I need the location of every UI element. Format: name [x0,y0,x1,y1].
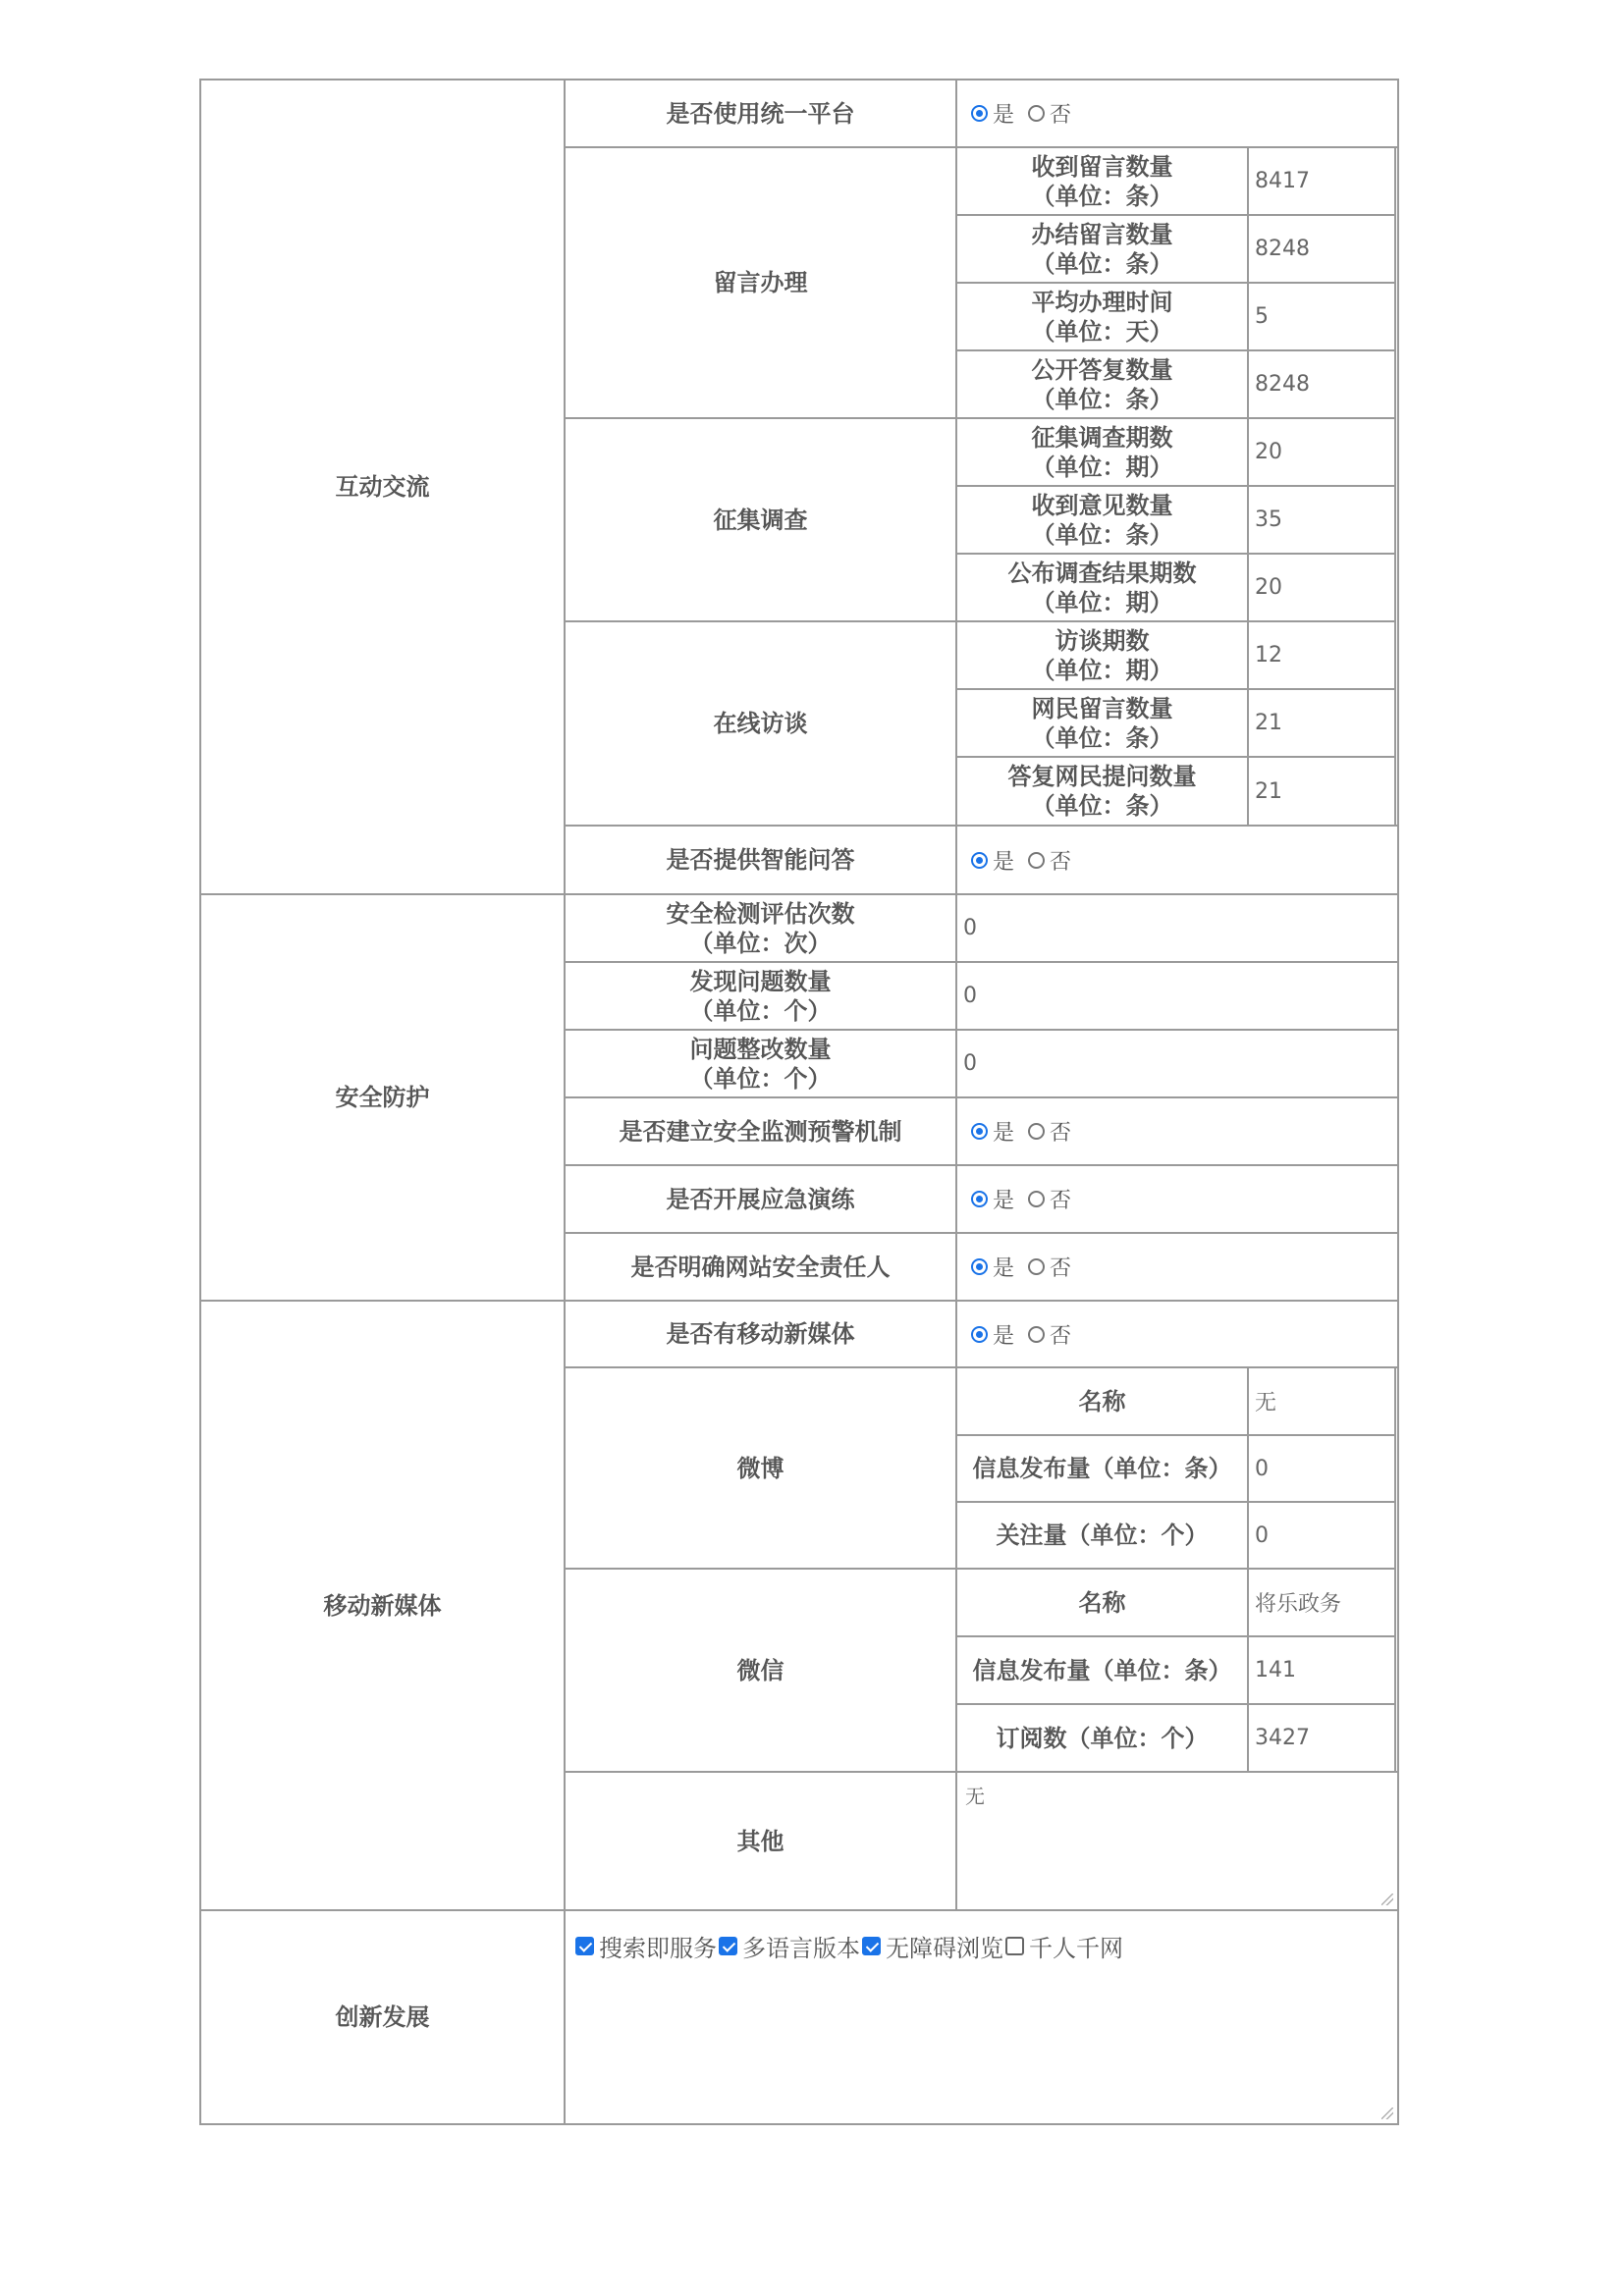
resize-grip-icon[interactable] [1381,1894,1393,1905]
radio-button[interactable] [1028,852,1045,869]
other-media-label: 其他 [564,1771,957,1911]
radio-button[interactable] [971,852,988,869]
unified-platform-label: 是否使用统一平台 [564,79,957,148]
evaluations-label: 安全检测评估次数 （单位：次） [564,893,957,963]
answers-value[interactable]: 21 [1247,756,1396,827]
radio-button[interactable] [971,1258,988,1275]
radio-no[interactable]: 否 [1028,845,1071,876]
issues-fixed-value[interactable]: 0 [955,1029,1399,1098]
survey-group-label: 征集调查 [564,417,957,622]
issues-found-label: 发现问题数量 （单位：个） [564,961,957,1031]
smart-qa-label: 是否提供智能问答 [564,825,957,895]
messages-group-label: 留言办理 [564,146,957,419]
option-accessibility[interactable]: 无障碍浏览 [862,1929,1003,1963]
survey-periods-value[interactable]: 20 [1247,417,1396,487]
evaluations-value[interactable]: 0 [955,893,1399,963]
checkbox[interactable] [575,1937,594,1955]
weibo-group-label: 微博 [564,1366,957,1570]
completed-messages-value[interactable]: 8248 [1247,214,1396,284]
weibo-name-label: 名称 [955,1366,1249,1436]
section-innovation: 创新发展 [199,1909,566,2125]
checkbox[interactable] [719,1937,737,1955]
interview-periods-label: 访谈期数 （单位：期） [955,620,1249,690]
public-replies-value[interactable]: 8248 [1247,349,1396,419]
radio-button[interactable] [1028,1191,1045,1207]
radio-button[interactable] [1028,105,1045,122]
radio-button[interactable] [971,1326,988,1343]
drill-label: 是否开展应急演练 [564,1164,957,1234]
radio-yes[interactable]: 是 [971,845,1014,876]
radio-no[interactable]: 否 [1028,1319,1071,1350]
netizen-messages-value[interactable]: 21 [1247,688,1396,758]
radio-no[interactable]: 否 [1028,1252,1071,1282]
has-media-label: 是否有移动新媒体 [564,1300,957,1368]
interview-group-label: 在线访谈 [564,620,957,827]
wechat-group-label: 微信 [564,1568,957,1773]
unified-platform-radio-group [955,79,1399,148]
radio-button[interactable] [1028,1123,1045,1140]
warning-mechanism-radio-group [955,1096,1399,1166]
checkbox[interactable] [1005,1937,1024,1955]
radio-yes[interactable]: 是 [971,98,1014,129]
has-media-radio-group [955,1300,1399,1368]
warning-mechanism-label: 是否建立安全监测预警机制 [564,1096,957,1166]
netizen-messages-label: 网民留言数量 （单位：条） [955,688,1249,758]
survey-results-value[interactable]: 20 [1247,553,1396,622]
drill-radio-group [955,1164,1399,1234]
wechat-posts-value[interactable]: 141 [1247,1635,1396,1705]
resize-grip-icon[interactable] [1381,2108,1393,2119]
section-interaction: 互动交流 [199,79,566,895]
option-search-as-service[interactable]: 搜索即服务 [575,1929,717,1963]
radio-no[interactable]: 否 [1028,98,1071,129]
weibo-posts-value[interactable]: 0 [1247,1434,1396,1503]
other-media-textarea[interactable]: 无 [955,1771,1399,1911]
weibo-posts-label: 信息发布量（单位：条） [955,1434,1249,1503]
issues-fixed-label: 问题整改数量 （单位：个） [564,1029,957,1098]
wechat-subscribers-value[interactable]: 3427 [1247,1703,1396,1773]
radio-button[interactable] [971,1123,988,1140]
radio-no[interactable]: 否 [1028,1184,1071,1214]
section-new-media: 移动新媒体 [199,1300,566,1911]
smart-qa-radio-group [955,825,1399,895]
completed-messages-label: 办结留言数量 （单位：条） [955,214,1249,284]
wechat-name-label: 名称 [955,1568,1249,1637]
innovation-options-area [564,1909,1399,2125]
public-replies-label: 公开答复数量 （单位：条） [955,349,1249,419]
avg-time-value[interactable]: 5 [1247,282,1396,351]
radio-yes[interactable]: 是 [971,1116,1014,1147]
radio-button[interactable] [1028,1326,1045,1343]
radio-yes[interactable]: 是 [971,1319,1014,1350]
option-multilingual[interactable]: 多语言版本 [719,1929,860,1963]
responsible-person-radio-group [955,1232,1399,1302]
option-personalized-web[interactable]: 千人千网 [1005,1929,1123,1963]
responsible-person-label: 是否明确网站安全责任人 [564,1232,957,1302]
radio-button[interactable] [971,1191,988,1207]
checkbox[interactable] [862,1937,881,1955]
weibo-followers-label: 关注量（单位：个） [955,1501,1249,1570]
survey-results-label: 公布调查结果期数 （单位：期） [955,553,1249,622]
radio-button[interactable] [971,105,988,122]
wechat-name-value[interactable]: 将乐政务 [1247,1568,1396,1637]
opinions-label: 收到意见数量 （单位：条） [955,485,1249,555]
weibo-followers-value[interactable]: 0 [1247,1501,1396,1570]
section-security: 安全防护 [199,893,566,1302]
answers-label: 答复网民提问数量 （单位：条） [955,756,1249,827]
wechat-subscribers-label: 订阅数（单位：个） [955,1703,1249,1773]
survey-periods-label: 征集调查期数 （单位：期） [955,417,1249,487]
weibo-name-value[interactable]: 无 [1247,1366,1396,1436]
radio-yes[interactable]: 是 [971,1184,1014,1214]
interview-periods-value[interactable]: 12 [1247,620,1396,690]
opinions-value[interactable]: 35 [1247,485,1396,555]
wechat-posts-label: 信息发布量（单位：条） [955,1635,1249,1705]
radio-button[interactable] [1028,1258,1045,1275]
issues-found-value[interactable]: 0 [955,961,1399,1031]
received-messages-label: 收到留言数量 （单位：条） [955,146,1249,216]
radio-no[interactable]: 否 [1028,1116,1071,1147]
received-messages-value[interactable]: 8417 [1247,146,1396,216]
radio-yes[interactable]: 是 [971,1252,1014,1282]
avg-time-label: 平均办理时间 （单位：天） [955,282,1249,351]
